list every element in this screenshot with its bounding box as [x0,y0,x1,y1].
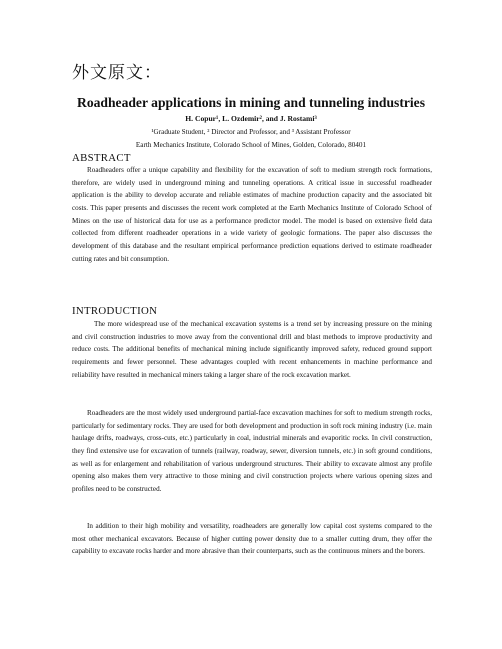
section-heading-introduction: INTRODUCTION [72,305,158,317]
paper-title: Roadheader applications in mining and tunneling industries [77,95,425,110]
chinese-heading: 外文原文： [72,63,162,83]
affiliation-institute: Earth Mechanics Institute, Colorado School of Mines, Golden, Colorado, 80401 [135,141,367,149]
introduction-paragraph-3: In addition to their high mobility and versatility, roadheaders are generally low capital cost systems compared to the most other mechanical excavators. Because of higher cutting power density due to a smaller cutting drum, they offer the capability to excavate rocks harder and more abrasive than their counterparts, such as the continuous miners and the borers. [72,522,432,556]
introduction-paragraph-1: The more widespread use of the mechanical excavation systems is a trend set by increasing pressure on the mining and civil construction industries to move away from the conventional drill and blast methods to improve productivity and reduce costs. The additional benefits of mechanical mining include significantly improved safety, reduced ground support requirements and fewer personnel. These advantages coupled with recent enhancements in machine performance and reliability have resulted in mechanical miners taking a larger share of the rock excavation market. [72,320,432,379]
introduction-paragraph-2: Roadheaders are the most widely used underground partial-face excavation machines for soft to medium strength rocks, particularly for sedimentary rocks. They are used for both development and production in soft rock mining industry (i.e. main haulage drifts, roadways, cross-cuts, etc.) particularly in coal, industrial minerals and evaporitic rocks. In civil construction, they find extensive use for excavation of tunnels (railway, roadway, sewer, diversion tunnels, etc.) in soft ground conditions, as well as for enlargement and rehabilitation of various underground structures. Their ability to excavate almost any profile opening also makes them very attractive to those mining and civil construction projects where various opening sizes and profiles need to be constructed. [72,409,432,493]
abstract-paragraph: Roadheaders offer a unique capability and flexibility for the excavation of soft to medium strength rock formations, therefore, are widely used in underground mining and tunneling operations. A critical issue in successful roadheader application is the ability to develop accurate and reliable estimates of machine production capacity and the associated bit costs. This paper presents and discusses the recent work completed at the Earth Mechanics Institute of Colorado School of Mines on the use of historical data for use as a performance predictor model. The model is based on extensive field data collected from different roadheader operations in a wide variety of geologic formations. The paper also discusses the development of this database and the resultant empirical performance prediction equations derived to estimate roadheader cutting rates and bit consumption. [72,166,432,263]
paper-authors: H. Copur¹, L. Ozdemir², and J. Rostami³ [185,114,317,123]
affiliation-roles: ¹Graduate Student, ² Director and Professor, and ³ Assistant Professor [151,128,351,136]
section-heading-abstract: ABSTRACT [72,152,131,164]
